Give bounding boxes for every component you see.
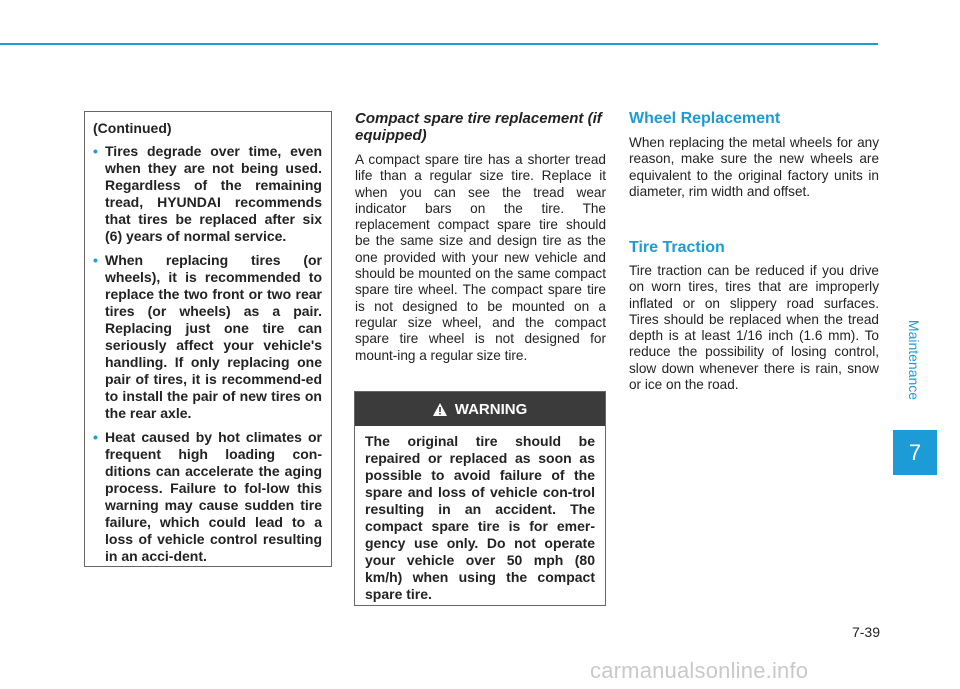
chapter-number-badge: 7: [893, 430, 937, 475]
warning-label: WARNING: [454, 400, 528, 418]
bullet-text: Tires degrade over time, even when they are not being used. Regardless of the remaining tread, HYUNDAI recommends that tires be replaced after six (6) years of normal service.: [105, 143, 322, 244]
tire-traction-body: Tire traction can be reduced if you drive on worn tires, tires that are improperly inflated or on slippery road surfaces. Tires should be replaced when the tread depth is at least 1/16 inch (1.6 mm). To reduce the possibility of losing control, slow down whenever there is rain, snow or ice on the road.: [629, 263, 879, 393]
continued-label: (Continued): [93, 120, 172, 136]
bullet-text: Heat caused by hot climates or frequent high loading con-ditions can accelerate the aging process. Failure to fol-low this warning may cause sudden tire failure, which could lead to a loss of vehicle control resulting in an acci-dent.: [105, 429, 322, 564]
section-tab-label: Maintenance: [906, 319, 923, 401]
bullet-icon: •: [93, 143, 98, 159]
footer-watermark: carmanualsonline.info: [590, 658, 809, 683]
bullet-text: When replacing tires (or wheels), it is recommended to replace the two front or two rear tires (or wheels) as a pair. Replacing just one tire can seriously affect your vehicle's handling. If only replacing one pair of tires, it is recommend-ed to install the pair of new tires on the rear axle.: [105, 252, 322, 421]
caution-bullet-item: [93, 429, 322, 565]
compact-spare-body: A compact spare tire has a shorter tread life than a regular size tire. Replace it when you can see the tread wear indicator bars on the tire. The replacement compact spare tire should be the same size and design tire as the one provided with your new vehicle and should be mounted on the same compact spare tire wheel. The compact spare tire is not designed to be mounted on a regular size wheel, and the compact spare tire wheel is not designed for mount-ing a regular size tire.: [355, 152, 606, 363]
caution-bullet-item: [93, 143, 322, 245]
warning-box: [354, 391, 606, 606]
wheel-replacement-body: When replacing the metal wheels for any reason, make sure the new wheels are equivalent to the original factory units in diameter, rim width and offset.: [629, 135, 879, 199]
warning-header: [355, 392, 605, 426]
header-rule: [0, 43, 878, 45]
caution-bullet-item: [93, 252, 322, 422]
page-number: 7-39: [851, 624, 880, 640]
tire-traction-heading: Tire Traction: [629, 239, 725, 256]
compact-spare-heading: Compact spare tire replacement (if equipped): [355, 110, 602, 144]
section-tab: [894, 290, 934, 430]
warning-text: The original tire should be repaired or replaced as soon as possible to avoid failure of the spare and loss of vehicle con-trol resulting in an accident. The compact spare tire is for emer-gency use only. Do not operate your vehicle over 50 mph (80 km/h) when using the compact spare tire.: [365, 433, 595, 602]
caution-bullet-list: [93, 143, 322, 565]
wheel-replacement-heading: Wheel Replacement: [629, 110, 781, 127]
bullet-icon: •: [93, 252, 98, 268]
bullet-icon: •: [93, 429, 98, 445]
warning-triangle-icon: [433, 403, 447, 416]
continued-caution-box: [84, 111, 332, 567]
